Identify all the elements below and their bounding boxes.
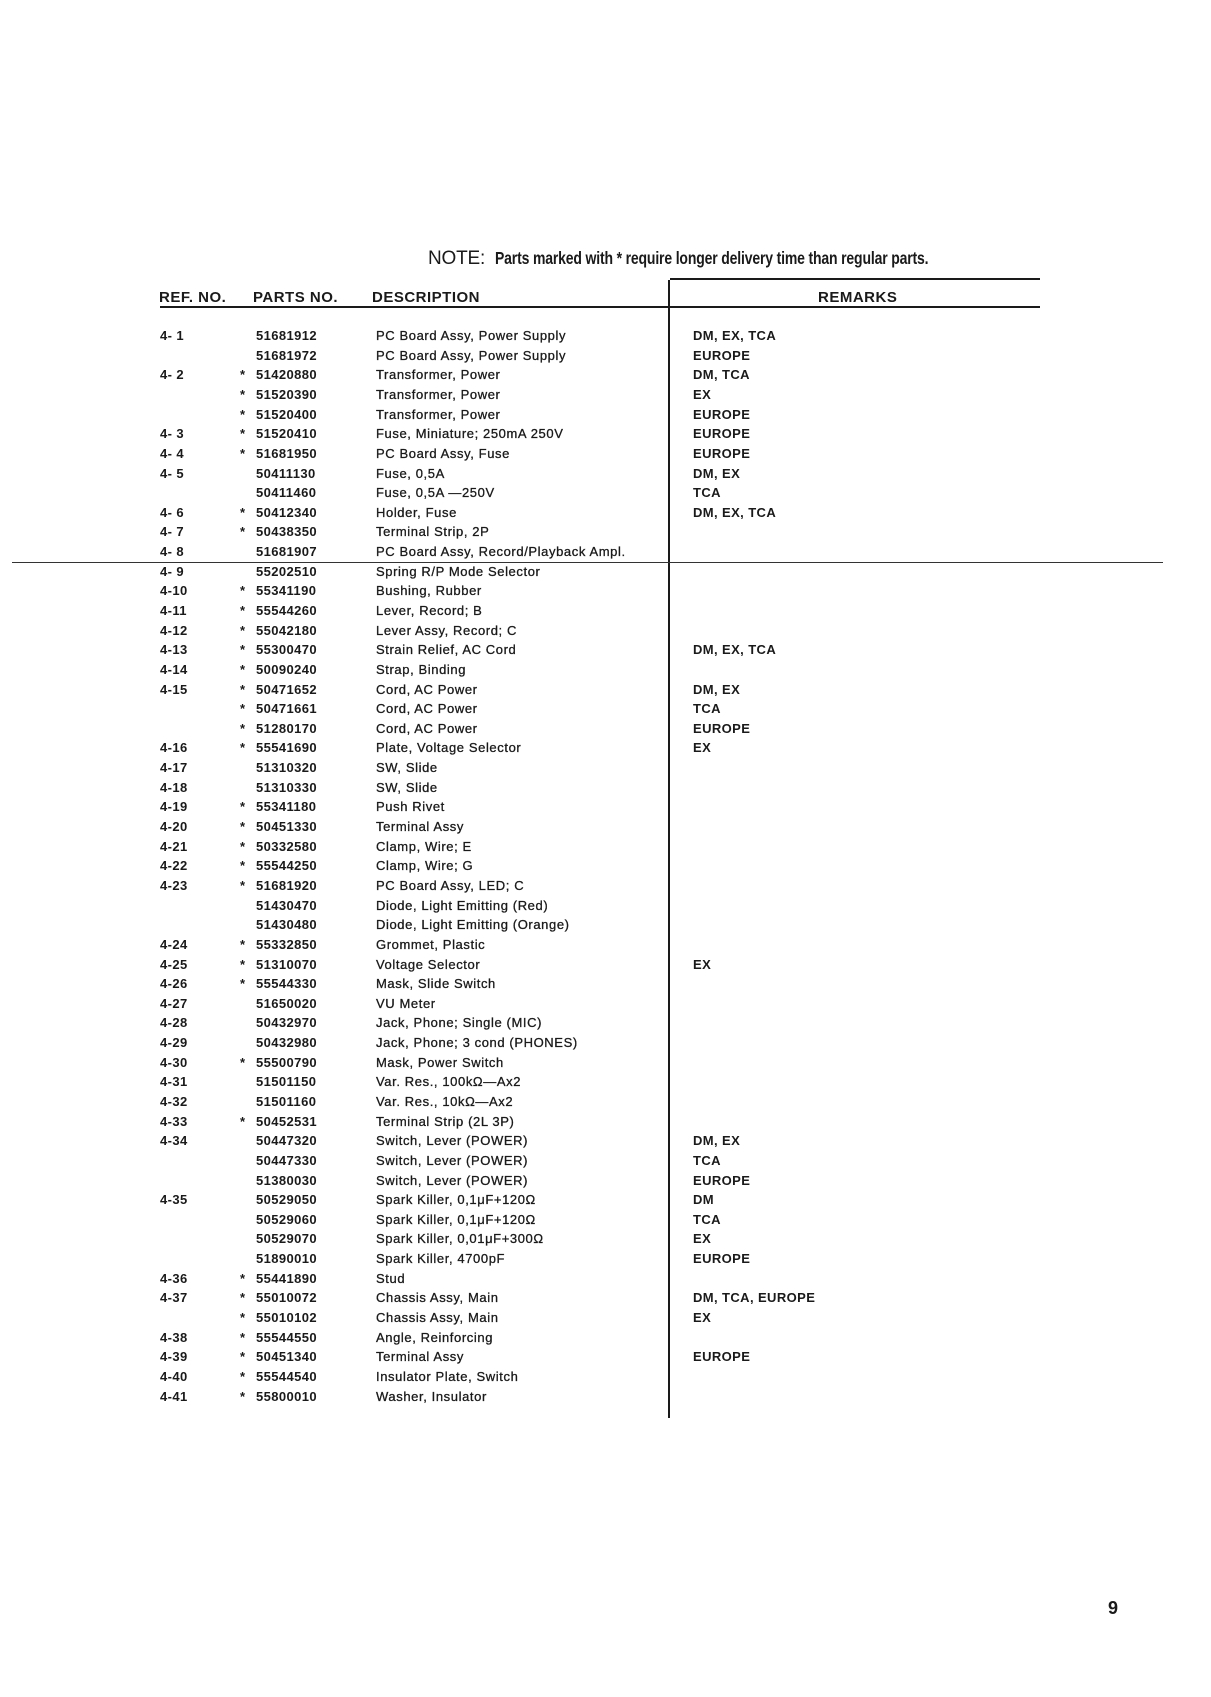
table-row bbox=[0, 407, 1211, 427]
parts-no-cell: 51681972 bbox=[256, 347, 318, 363]
long-delivery-marker: * bbox=[240, 445, 246, 461]
remarks-cell: EUROPE bbox=[693, 1172, 751, 1188]
remarks-cell: EUROPE bbox=[693, 406, 751, 422]
description-cell: Fuse, Miniature; 250mA 250V bbox=[376, 426, 564, 442]
table-row bbox=[0, 348, 1211, 368]
note-prefix: NOTE: bbox=[428, 248, 486, 269]
parts-no-cell: 50471652 bbox=[256, 681, 318, 697]
ref-no-cell: 4-35 bbox=[160, 1192, 188, 1208]
parts-no-cell: 50529070 bbox=[256, 1231, 318, 1247]
ref-no-cell: 4-17 bbox=[160, 760, 188, 776]
description-cell: Insulator Plate, Switch bbox=[376, 1368, 519, 1384]
table-row bbox=[0, 858, 1211, 878]
remarks-cell: EX bbox=[693, 956, 712, 972]
description-cell: Push Rivet bbox=[376, 799, 445, 815]
header-ref-no: REF. NO. bbox=[159, 289, 227, 306]
description-cell: Plate, Voltage Selector bbox=[376, 740, 522, 756]
remarks-cell: DM, TCA bbox=[693, 367, 750, 383]
ref-no-cell: 4-40 bbox=[160, 1368, 188, 1384]
header-remarks: REMARKS bbox=[818, 289, 898, 306]
table-row bbox=[0, 937, 1211, 957]
ref-no-cell: 4- 4 bbox=[160, 445, 185, 461]
description-cell: Transformer, Power bbox=[376, 367, 501, 383]
table-row bbox=[0, 1251, 1211, 1271]
table-row bbox=[0, 1349, 1211, 1369]
long-delivery-marker: * bbox=[240, 740, 246, 756]
description-cell: PC Board Assy, Power Supply bbox=[376, 347, 567, 363]
long-delivery-marker: * bbox=[240, 681, 246, 697]
long-delivery-marker: * bbox=[240, 1270, 246, 1286]
parts-no-cell: 55042180 bbox=[256, 622, 318, 638]
table-row bbox=[0, 505, 1211, 525]
description-cell: Strain Relief, AC Cord bbox=[376, 642, 517, 658]
table-row bbox=[0, 1290, 1211, 1310]
remarks-cell: DM, EX bbox=[693, 681, 741, 697]
description-cell: Transformer, Power bbox=[376, 406, 501, 422]
table-row bbox=[0, 1369, 1211, 1389]
description-cell: Var. Res., 100kΩ—Ax2 bbox=[376, 1074, 522, 1090]
long-delivery-marker: * bbox=[240, 367, 246, 383]
long-delivery-marker: * bbox=[240, 1310, 246, 1325]
long-delivery-marker: * bbox=[240, 838, 246, 854]
ref-no-cell: 4-37 bbox=[160, 1290, 188, 1306]
remarks-cell: EUROPE bbox=[693, 1251, 751, 1267]
table-row bbox=[0, 662, 1211, 682]
table-row bbox=[0, 1074, 1211, 1094]
ref-no-cell: 4-41 bbox=[160, 1388, 188, 1404]
parts-no-cell: 55441890 bbox=[256, 1270, 318, 1286]
parts-no-cell: 51681950 bbox=[256, 445, 318, 461]
long-delivery-marker: * bbox=[240, 504, 246, 520]
parts-no-cell: 50451330 bbox=[256, 819, 318, 834]
table-row bbox=[0, 1094, 1211, 1114]
parts-no-cell: 50411130 bbox=[256, 465, 316, 481]
ref-no-cell: 4- 8 bbox=[160, 544, 185, 559]
ref-no-cell: 4-19 bbox=[160, 799, 188, 815]
long-delivery-marker: * bbox=[240, 426, 246, 442]
parts-no-cell: 51650020 bbox=[256, 995, 318, 1011]
remarks-cell: TCA bbox=[693, 701, 721, 717]
parts-no-cell: 50432980 bbox=[256, 1035, 318, 1050]
description-cell: Var. Res., 10kΩ—Ax2 bbox=[376, 1094, 514, 1109]
parts-no-cell: 50332580 bbox=[256, 838, 318, 854]
parts-no-cell: 55800010 bbox=[256, 1388, 318, 1404]
ref-no-cell: 4-12 bbox=[160, 622, 188, 638]
description-cell: Cord, AC Power bbox=[376, 681, 478, 697]
table-row bbox=[0, 898, 1211, 918]
parts-no-cell: 50412340 bbox=[256, 504, 318, 520]
parts-no-cell: 55332850 bbox=[256, 936, 318, 952]
parts-no-cell: 55544550 bbox=[256, 1329, 318, 1345]
parts-no-cell: 51681907 bbox=[256, 544, 318, 559]
parts-no-cell: 50438350 bbox=[256, 524, 318, 540]
table-row bbox=[0, 878, 1211, 898]
table-row bbox=[0, 446, 1211, 466]
long-delivery-marker: * bbox=[240, 799, 246, 815]
header-description: DESCRIPTION bbox=[372, 289, 481, 306]
description-cell: Lever Assy, Record; C bbox=[376, 622, 517, 638]
remarks-cell: EX bbox=[693, 740, 712, 756]
long-delivery-marker: * bbox=[240, 622, 246, 638]
table-row bbox=[0, 1133, 1211, 1153]
description-cell: Spark Killer, 0,1μF+120Ω bbox=[376, 1211, 536, 1227]
ref-no-cell: 4-15 bbox=[160, 681, 188, 697]
parts-no-cell: 55341190 bbox=[256, 583, 317, 599]
long-delivery-marker: * bbox=[240, 386, 246, 402]
description-cell: Terminal Assy bbox=[376, 819, 464, 834]
table-row bbox=[0, 917, 1211, 937]
remarks-cell: EUROPE bbox=[693, 445, 751, 461]
parts-no-cell: 51501160 bbox=[256, 1094, 317, 1109]
parts-no-cell: 51681920 bbox=[256, 877, 318, 893]
ref-no-cell: 4-34 bbox=[160, 1133, 188, 1149]
description-cell: Washer, Insulator bbox=[376, 1388, 487, 1404]
table-row bbox=[0, 583, 1211, 603]
table-row bbox=[0, 1389, 1211, 1409]
long-delivery-marker: * bbox=[240, 936, 246, 952]
parts-no-cell: 51520400 bbox=[256, 406, 318, 422]
ref-no-cell: 4- 2 bbox=[160, 367, 185, 383]
long-delivery-marker: * bbox=[240, 976, 246, 992]
table-row bbox=[0, 1015, 1211, 1035]
description-cell: Mask, Slide Switch bbox=[376, 976, 496, 992]
table-row bbox=[0, 466, 1211, 486]
long-delivery-marker: * bbox=[240, 406, 246, 422]
ref-no-cell: 4-27 bbox=[160, 995, 188, 1011]
remarks-cell: EUROPE bbox=[693, 347, 751, 363]
remarks-cell: EX bbox=[693, 1310, 712, 1325]
ref-no-cell: 4-31 bbox=[160, 1074, 188, 1090]
table-row bbox=[0, 957, 1211, 977]
description-cell: Strap, Binding bbox=[376, 661, 467, 677]
ref-no-cell: 4- 9 bbox=[160, 563, 185, 579]
parts-no-cell: 50447330 bbox=[256, 1152, 318, 1168]
parts-no-cell: 55010072 bbox=[256, 1290, 318, 1306]
description-cell: Spring R/P Mode Selector bbox=[376, 563, 541, 579]
parts-no-cell: 51310070 bbox=[256, 956, 318, 972]
long-delivery-marker: * bbox=[240, 524, 246, 540]
remarks-cell: TCA bbox=[693, 1211, 721, 1227]
long-delivery-marker: * bbox=[240, 603, 246, 618]
parts-no-cell: 50451340 bbox=[256, 1349, 318, 1365]
parts-no-cell: 51430470 bbox=[256, 897, 318, 913]
long-delivery-marker: * bbox=[240, 1368, 246, 1384]
description-cell: Diode, Light Emitting (Orange) bbox=[376, 917, 570, 933]
ref-no-cell: 4-13 bbox=[160, 642, 188, 658]
long-delivery-marker: * bbox=[240, 720, 246, 736]
parts-no-cell: 51280170 bbox=[256, 720, 318, 736]
table-row bbox=[0, 1153, 1211, 1173]
description-cell: Terminal Strip (2L 3P) bbox=[376, 1113, 515, 1129]
parts-no-cell: 50432970 bbox=[256, 1015, 318, 1031]
table-row bbox=[0, 721, 1211, 741]
remarks-cell: DM, EX, TCA bbox=[693, 642, 777, 658]
description-cell: Angle, Reinforcing bbox=[376, 1329, 494, 1345]
ref-no-cell: 4- 7 bbox=[160, 524, 185, 540]
page-number: 9 bbox=[1108, 1598, 1119, 1618]
table-row bbox=[0, 1271, 1211, 1291]
description-cell: Stud bbox=[376, 1270, 406, 1286]
parts-no-cell: 50452531 bbox=[256, 1113, 318, 1129]
ref-no-cell: 4-36 bbox=[160, 1270, 188, 1286]
parts-no-cell: 55541690 bbox=[256, 740, 318, 756]
parts-no-cell: 55341180 bbox=[256, 799, 317, 815]
long-delivery-marker: * bbox=[240, 858, 246, 874]
description-cell: Holder, Fuse bbox=[376, 504, 457, 520]
long-delivery-marker: * bbox=[240, 701, 246, 717]
description-cell: PC Board Assy, Power Supply bbox=[376, 328, 567, 343]
ref-no-cell: 4- 1 bbox=[160, 328, 185, 343]
table-row bbox=[0, 760, 1211, 780]
parts-no-cell: 55544260 bbox=[256, 603, 318, 618]
parts-no-cell: 51681912 bbox=[256, 328, 318, 343]
description-cell: Mask, Power Switch bbox=[376, 1054, 504, 1070]
remarks-cell: DM, EX bbox=[693, 465, 741, 481]
long-delivery-marker: * bbox=[240, 1113, 246, 1129]
ref-no-cell: 4-11 bbox=[160, 603, 187, 618]
description-cell: PC Board Assy, Fuse bbox=[376, 445, 510, 461]
table-row bbox=[0, 328, 1211, 348]
remarks-cell: EUROPE bbox=[693, 426, 751, 442]
description-cell: Transformer, Power bbox=[376, 386, 501, 402]
table-row bbox=[0, 780, 1211, 800]
description-cell: Grommet, Plastic bbox=[376, 936, 486, 952]
description-cell: Switch, Lever (POWER) bbox=[376, 1133, 529, 1149]
description-cell: Chassis Assy, Main bbox=[376, 1310, 499, 1325]
ref-no-cell: 4-29 bbox=[160, 1035, 188, 1050]
remarks-cell: EUROPE bbox=[693, 1349, 751, 1365]
remarks-cell: DM, EX bbox=[693, 1133, 741, 1149]
parts-no-cell: 51380030 bbox=[256, 1172, 318, 1188]
ref-no-cell: 4-18 bbox=[160, 779, 188, 795]
remarks-cell: TCA bbox=[693, 485, 721, 501]
description-cell: Jack, Phone; 3 cond (PHONES) bbox=[376, 1035, 578, 1050]
long-delivery-marker: * bbox=[240, 583, 246, 599]
ref-no-cell: 4-24 bbox=[160, 936, 188, 952]
table-row bbox=[0, 976, 1211, 996]
description-cell: SW, Slide bbox=[376, 760, 438, 776]
description-cell: Voltage Selector bbox=[376, 956, 481, 972]
parts-no-cell: 51890010 bbox=[256, 1251, 318, 1267]
table-row bbox=[0, 1310, 1211, 1330]
description-cell: Bushing, Rubber bbox=[376, 583, 482, 599]
table-row bbox=[0, 387, 1211, 407]
description-cell: Spark Killer, 4700pF bbox=[376, 1251, 506, 1267]
table-row bbox=[0, 740, 1211, 760]
description-cell: Fuse, 0,5A bbox=[376, 465, 445, 481]
table-row bbox=[0, 544, 1211, 564]
description-cell: Terminal Strip, 2P bbox=[376, 524, 490, 540]
description-cell: Jack, Phone; Single (MIC) bbox=[376, 1015, 543, 1031]
description-cell: Spark Killer, 0,01μF+300Ω bbox=[376, 1231, 544, 1247]
table-row bbox=[0, 1212, 1211, 1232]
remarks-cell: DM, TCA, EUROPE bbox=[693, 1290, 816, 1306]
parts-no-cell: 50447320 bbox=[256, 1133, 318, 1149]
ref-no-cell: 4-16 bbox=[160, 740, 188, 756]
parts-no-cell: 55544250 bbox=[256, 858, 318, 874]
ref-no-cell: 4-10 bbox=[160, 583, 188, 599]
table-row bbox=[0, 367, 1211, 387]
ref-no-cell: 4- 6 bbox=[160, 504, 185, 520]
table-row bbox=[0, 564, 1211, 584]
long-delivery-marker: * bbox=[240, 642, 246, 658]
parts-no-cell: 55300470 bbox=[256, 642, 318, 658]
parts-no-cell: 50529060 bbox=[256, 1211, 318, 1227]
long-delivery-marker: * bbox=[240, 661, 246, 677]
description-cell: Clamp, Wire; E bbox=[376, 838, 472, 854]
ref-no-cell: 4-28 bbox=[160, 1015, 188, 1031]
parts-no-cell: 50529050 bbox=[256, 1192, 318, 1208]
remarks-cell: EUROPE bbox=[693, 720, 751, 736]
table-row bbox=[0, 839, 1211, 859]
table-row bbox=[0, 1173, 1211, 1193]
parts-no-cell: 55010102 bbox=[256, 1310, 318, 1325]
ref-no-cell: 4-25 bbox=[160, 956, 188, 972]
ref-no-cell: 4- 3 bbox=[160, 426, 185, 442]
ref-no-cell: 4-22 bbox=[160, 858, 188, 874]
description-cell: PC Board Assy, LED; C bbox=[376, 877, 525, 893]
parts-no-cell: 55500790 bbox=[256, 1054, 318, 1070]
remarks-cell: EX bbox=[693, 386, 712, 402]
parts-no-cell: 51430480 bbox=[256, 917, 318, 933]
parts-no-cell: 55202510 bbox=[256, 563, 318, 579]
description-cell: Switch, Lever (POWER) bbox=[376, 1172, 529, 1188]
parts-no-cell: 51310320 bbox=[256, 760, 318, 776]
table-row bbox=[0, 1055, 1211, 1075]
ref-no-cell: 4-32 bbox=[160, 1094, 188, 1109]
note-text: Parts marked with * require longer delivery time than regular parts. bbox=[495, 248, 929, 268]
description-cell: Chassis Assy, Main bbox=[376, 1290, 499, 1306]
ref-no-cell: 4-30 bbox=[160, 1054, 188, 1070]
ref-no-cell: 4-38 bbox=[160, 1329, 188, 1345]
long-delivery-marker: * bbox=[240, 1054, 246, 1070]
long-delivery-marker: * bbox=[240, 877, 246, 893]
description-cell: Cord, AC Power bbox=[376, 720, 478, 736]
table-row bbox=[0, 603, 1211, 623]
header-parts-no: PARTS NO. bbox=[253, 289, 339, 306]
remarks-cell: DM, EX, TCA bbox=[693, 328, 777, 343]
description-cell: Terminal Assy bbox=[376, 1349, 464, 1365]
table-row bbox=[0, 623, 1211, 643]
parts-no-cell: 51520410 bbox=[256, 426, 318, 442]
table-row bbox=[0, 1231, 1211, 1251]
parts-no-cell: 55544330 bbox=[256, 976, 318, 992]
parts-no-cell: 50411460 bbox=[256, 485, 317, 501]
parts-no-cell: 55544540 bbox=[256, 1368, 318, 1384]
table-row bbox=[0, 996, 1211, 1016]
description-cell: VU Meter bbox=[376, 995, 436, 1011]
parts-no-cell: 51310330 bbox=[256, 779, 318, 795]
remarks-cell: DM bbox=[693, 1192, 715, 1208]
ref-no-cell: 4-20 bbox=[160, 819, 188, 834]
table-row bbox=[0, 1114, 1211, 1134]
table-row bbox=[0, 682, 1211, 702]
ref-no-cell: 4-21 bbox=[160, 838, 188, 854]
long-delivery-marker: * bbox=[240, 819, 246, 834]
parts-no-cell: 51520390 bbox=[256, 386, 318, 402]
long-delivery-marker: * bbox=[240, 1290, 246, 1306]
remarks-cell: DM, EX, TCA bbox=[693, 504, 777, 520]
table-row bbox=[0, 642, 1211, 662]
table-row bbox=[0, 1192, 1211, 1212]
long-delivery-marker: * bbox=[240, 1329, 246, 1345]
table-row bbox=[0, 426, 1211, 446]
ref-no-cell: 4-26 bbox=[160, 976, 188, 992]
ref-no-cell: 4-33 bbox=[160, 1113, 188, 1129]
table-row bbox=[0, 701, 1211, 721]
parts-no-cell: 50471661 bbox=[256, 701, 318, 717]
table-row bbox=[0, 799, 1211, 819]
long-delivery-marker: * bbox=[240, 1349, 246, 1365]
description-cell: Diode, Light Emitting (Red) bbox=[376, 897, 549, 913]
parts-no-cell: 50090240 bbox=[256, 661, 318, 677]
description-cell: SW, Slide bbox=[376, 779, 438, 795]
parts-no-cell: 51420880 bbox=[256, 367, 318, 383]
table-row bbox=[0, 1035, 1211, 1055]
ref-no-cell: 4- 5 bbox=[160, 465, 185, 481]
table-row bbox=[0, 1330, 1211, 1350]
description-cell: Switch, Lever (POWER) bbox=[376, 1152, 529, 1168]
long-delivery-marker: * bbox=[240, 1388, 246, 1404]
ref-no-cell: 4-39 bbox=[160, 1349, 188, 1365]
remarks-cell: EX bbox=[693, 1231, 712, 1247]
ref-no-cell: 4-14 bbox=[160, 661, 188, 677]
description-cell: Lever, Record; B bbox=[376, 603, 483, 618]
table-row bbox=[0, 524, 1211, 544]
description-cell: Fuse, 0,5A —250V bbox=[376, 485, 495, 501]
description-cell: Clamp, Wire; G bbox=[376, 858, 474, 874]
long-delivery-marker: * bbox=[240, 956, 246, 972]
parts-no-cell: 51501150 bbox=[256, 1074, 317, 1090]
table-row bbox=[0, 485, 1211, 505]
table-row bbox=[0, 819, 1211, 839]
description-cell: PC Board Assy, Record/Playback Ampl. bbox=[376, 544, 626, 559]
remarks-cell: TCA bbox=[693, 1152, 721, 1168]
description-cell: Spark Killer, 0,1μF+120Ω bbox=[376, 1192, 536, 1208]
description-cell: Cord, AC Power bbox=[376, 701, 478, 717]
ref-no-cell: 4-23 bbox=[160, 877, 188, 893]
